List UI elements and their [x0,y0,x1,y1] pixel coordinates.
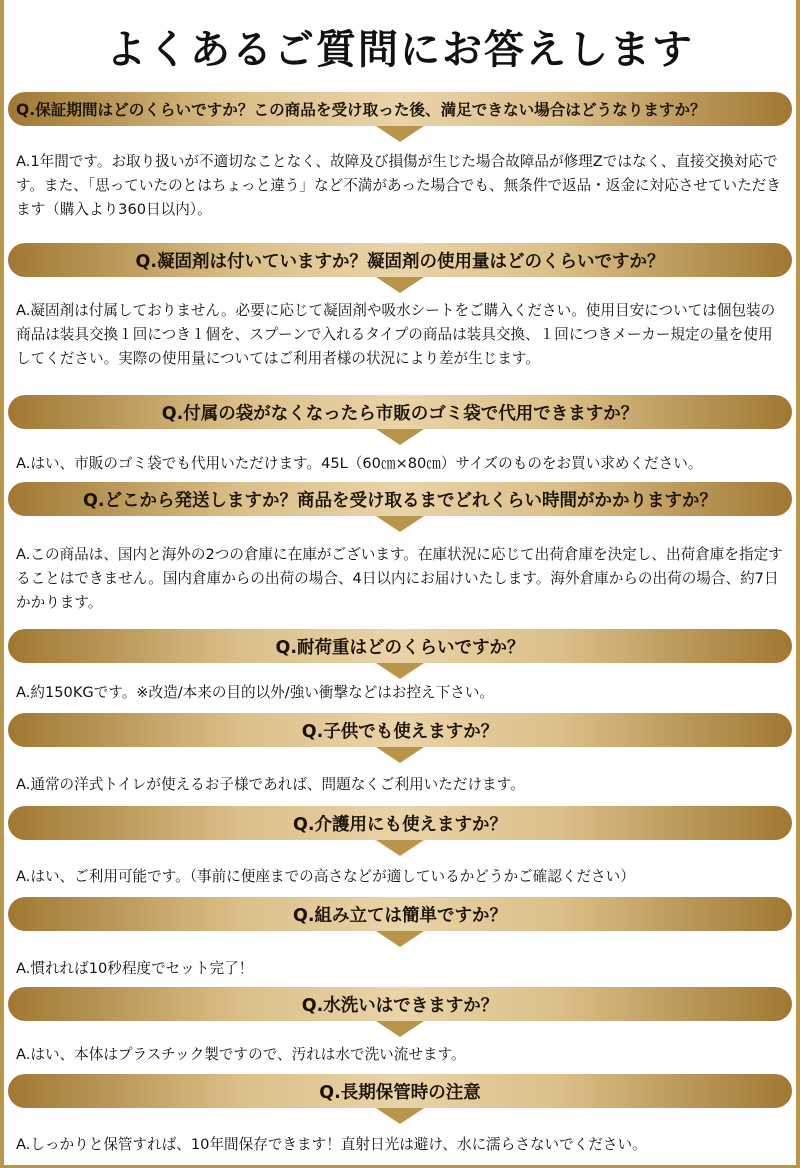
arrow-down-icon [376,126,424,142]
question-text: Q.水洗いはできますか？ [301,995,499,1016]
question-bar [8,243,792,277]
answer-text: A.しっかりと保管すれば、10年間保存できます！直射日光は避け、水に濡らさないでください。 [16,1136,647,1153]
answer-text: A.1年間です。お取り扱いが不適切なことなく、故障及び損傷が生じた場合故障品が修理Zではなく、直接交換対応です。また、「思っていたのとはちょっと違う」など不満があった場合でも、無条件で返品・返金に対応させていただきます（購入より360日以内）。 [16,153,781,218]
question-text: Q.耐荷重はどのくらいですか？ [275,637,525,658]
arrow-down-icon [376,429,424,445]
question-text: Q.子供でも使えますか？ [301,721,499,742]
question-bar [8,629,792,663]
page-title: よくあるご質問にお答えします [106,27,694,73]
arrow-down-icon [376,747,424,763]
answer-text: A.凝固剤は付属しておりません。必要に応じて凝固剤や吸水シートをご購入ください。使用目安については個包装の商品は装具交換１回につき１個を、スプーンで入れるタイプの商品は装具交換、１回につきメーカー規定の量を使用してください。実際の使用量についてはご利用者様の状況により差が生じます。 [16,302,776,367]
answer-text: A.この商品は、国内と海外の2つの倉庫に在庫がございます。在庫状況に応じて出荷倉庫を決定し、出荷倉庫を指定することはできません。国内倉庫からの出荷の場合、4日以内にお届けいたします。海外倉庫からの出荷の場合、約7日かかります。 [16,546,783,611]
answer-text: A.通常の洋式トイレが使えるお子様であれば、問題なくご利用いただけます。 [16,776,525,793]
answer-text: A.はい、市販のゴミ袋でも代用いただけます。45L（60㎝×80㎝）サイズのものをお買い求めください。 [16,455,703,472]
question-bar [8,482,792,516]
arrow-down-icon [376,277,424,293]
answer-text: A.約150KGです。※改造/本来の目的以外/強い衝撃などはお控え下さい。 [16,684,495,701]
question-text: Q.凝固剤は付いていますか？凝固剤の使用量はどのくらいですか？ [135,251,665,272]
arrow-down-icon [376,840,424,856]
question-bar [8,713,792,747]
arrow-down-icon [376,931,424,947]
question-bar [8,806,792,840]
answer-text: A.はい、ご利用可能です。（事前に便座までの高さなどが適しているかどうかご確認ください） [16,868,635,885]
question-bar [8,1074,792,1108]
question-text: Q.長期保管時の注意 [319,1082,481,1103]
arrow-down-icon [376,516,424,532]
answer-text: A.はい、本体はプラスチック製ですので、汚れは水で洗い流せます。 [16,1046,466,1063]
question-text: Q.介護用にも使えますか？ [292,814,508,835]
question-text: Q.どこから発送しますか？商品を受け取るまでどれくらい時間がかかりますか？ [82,490,718,511]
question-bar [8,92,792,126]
question-bar [8,395,792,429]
answer-text: A.慣れれば10秒程度でセット完了！ [16,960,254,977]
arrow-down-icon [376,1021,424,1037]
arrow-down-icon [376,663,424,679]
question-text: Q.保証期間はどのくらいですか？この商品を受け取った後、満足できない場合はどうなりますか？ [16,101,706,119]
question-bar [8,897,792,931]
question-text: Q.付属の袋がなくなったら市販のゴミ袋で代用できますか？ [161,403,639,424]
arrow-down-icon [376,1108,424,1124]
question-bar [8,987,792,1021]
question-text: Q.組み立ては簡単ですか？ [292,905,508,926]
